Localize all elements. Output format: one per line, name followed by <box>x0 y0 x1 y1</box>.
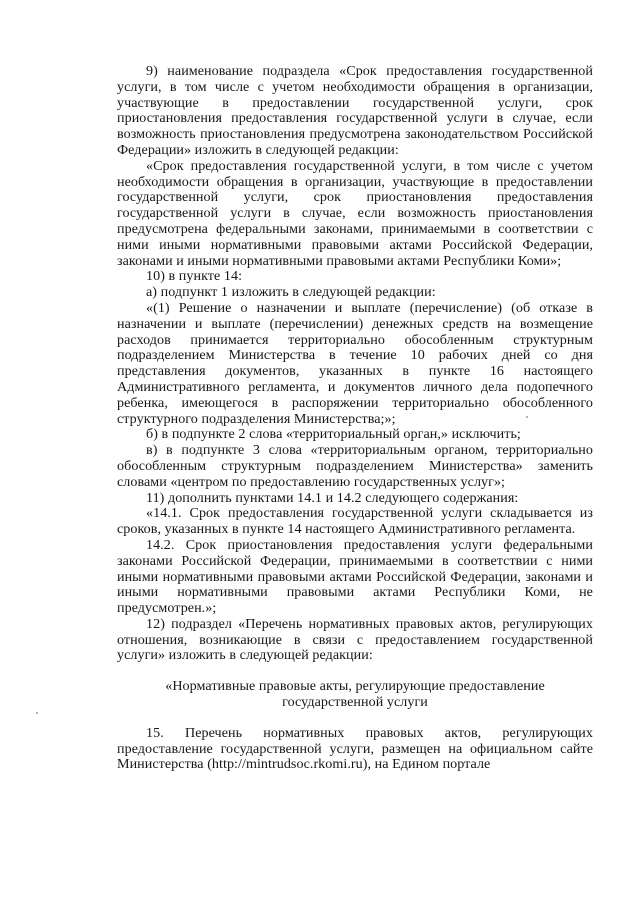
paragraph-10b: б) в подпункте 2 слова «территориальный орган,» исключить; <box>146 426 521 443</box>
paragraph-11: 11) дополнить пунктами 14.1 и 14.2 следующего содержания: <box>146 489 519 506</box>
paragraph-10: 10) в пункте 14: <box>146 268 243 285</box>
paragraph-14-2: 14.2. Срок приостановления предоставления услуги федеральными законами Российской Федерации, принимаемыми в соответствии с ними иными нормативными правовыми актами Российской Федерации, законами и иными нормативными правовыми актами Республики Коми, не предусмотрен.»; <box>117 536 593 617</box>
paragraph-10a: а) подпункт 1 изложить в следующей редакции: <box>146 284 436 301</box>
paragraph-quote-srok: «Срок предоставления государственной услуги, в том числе с учетом необходимости обращения в организации, участвующие в предоставлении государственной услуги, срок приостановления предоставления государственной услуги в случае, если возможность приостановления предусмотрена федеральными законами, принимаемыми в соответствии с ними иными нормативными правовыми актами Российской Федерации, законами и иными нормативными правовыми актами Республики Коми»; <box>117 157 593 269</box>
paragraph-9: 9) наименование подраздела «Срок предоставления государственной услуги, в том числе с учетом необходимости обращения в организации, участвующие в предоставлении государственной услуги, срок приостановления предоставления государственной услуги в случае, если возможность приостановления предусмотрена законодательством Российской Федерации» изложить в следующей редакции: <box>117 63 593 158</box>
paragraph-15: 15. Перечень нормативных правовых актов, регулирующих предоставление государственной услуги, размещен на официальном сайте Министерства (http://mintrudsoc.rkomi.ru), на Едином портале <box>117 724 593 773</box>
scan-speck <box>36 712 38 714</box>
paragraph-10v: в) в подпункте 3 слова «территориальным органом, территориально обособленным структурным подразделением Министерства» заменить словами «центром по предоставлению государственных услуг»; <box>117 442 593 490</box>
document-body <box>117 64 593 773</box>
section-heading: «Нормативные правовые акты, регулирующие предоставление государственной услуги <box>165 678 545 711</box>
paragraph-12: 12) подраздел «Перечень нормативных правовых актов, регулирующих отношения, возникающие в связи с предоставлением государственной услуги» изложить в следующей редакции: <box>117 615 593 664</box>
paragraph-14-1: «14.1. Срок предоставления государственной услуги складывается из сроков, указанных в пункте 14 настоящего Административного регламента. <box>117 505 593 538</box>
scan-speck <box>526 416 528 418</box>
paragraph-quote-1: «(1) Решение о назначении и выплате (перечисление) (об отказе в назначении и выплате (перечислении) денежных средств на возмещение расходов принимается территориально обособленным структурным подразделением Министерства в течение 10 рабочих дней со дня представления документов, указанных в пункте 16 настоящего Административного регламента, и документов личного дела подопечного ребенка, имеющегося в распоряжении территориально обособленного структурного подразделения Министерства;»; <box>117 299 593 427</box>
